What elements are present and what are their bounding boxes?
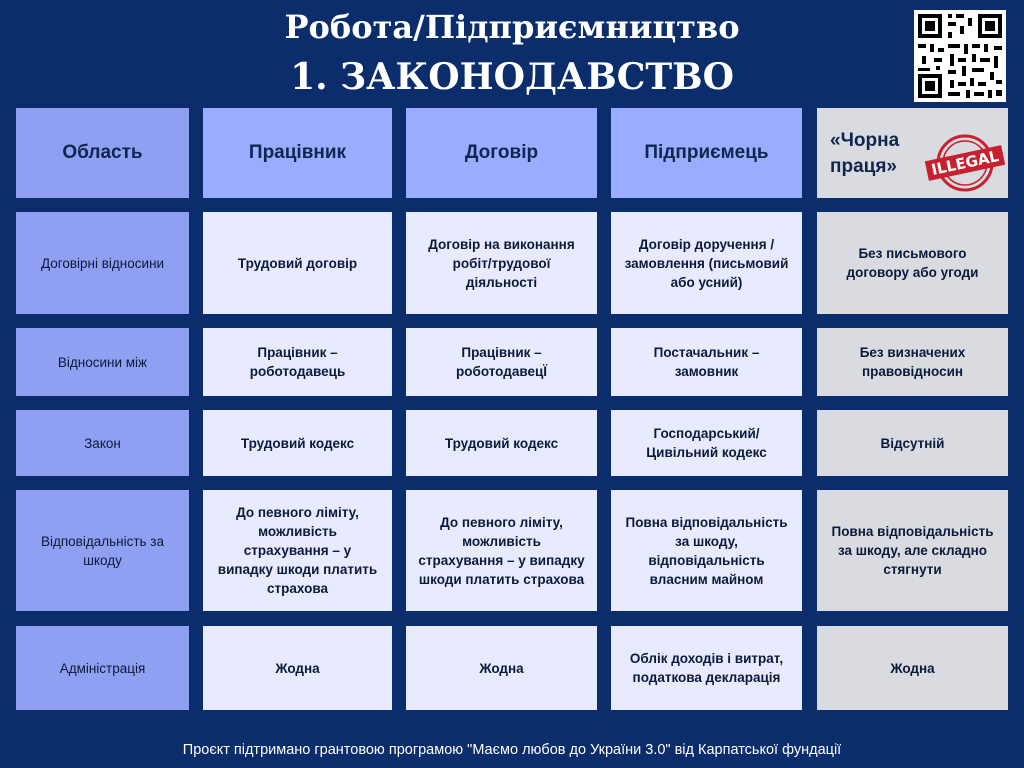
row-label-relations: Відносини між: [16, 328, 189, 396]
stamp-text: ILLEGAL: [929, 147, 1001, 179]
cell-r3-entrepreneur: Господарський/ Цивільний кодекс: [611, 410, 802, 476]
row-label-contractual: Договірні відносини: [16, 212, 189, 314]
page-subtitle: 1. ЗАКОНОДАВСТВО: [290, 56, 734, 98]
cell-r4-contract: До певного ліміту, можливість страхування – у випадку шкоди платить страхова: [406, 490, 597, 611]
header-entrepreneur: Підприємець: [611, 108, 802, 198]
page-title: Робота/Підприємництво: [284, 8, 740, 46]
cell-r1-entrepreneur: Договір доручення / замовлення (письмовий або усний): [611, 212, 802, 314]
cell-r3-black: Відсутній: [817, 410, 1008, 476]
cell-r5-contract: Жодна: [406, 626, 597, 710]
footer-credit: Проєкт підтримано грантовою програмою "Маємо любов до України 3.0" від Карпатської фундації: [182, 742, 842, 758]
header-black-labor: «Чорна праця»: [830, 130, 900, 177]
cell-r4-worker: До певного ліміту, можливість страхування – у випадку шкоди платить страхова: [203, 490, 392, 611]
cell-r5-black: Жодна: [817, 626, 1008, 710]
cell-r5-worker: Жодна: [203, 626, 392, 710]
illegal-stamp-icon: [924, 132, 1006, 194]
cell-r2-worker: Працівник – роботодавець: [203, 328, 392, 396]
cell-r5-entrepreneur: Облік доходів і витрат, податкова декларація: [611, 626, 802, 710]
row-label-law: Закон: [16, 410, 189, 476]
row-label-liability: Відповідальність за шкоду: [16, 490, 189, 611]
header-worker: Працівник: [203, 108, 392, 198]
cell-r2-entrepreneur: Постачальник – замовник: [611, 328, 802, 396]
row-label-administration: Адміністрація: [16, 626, 189, 710]
cell-r4-black: Повна відповідальність за шкоду, але складно стягнути: [817, 490, 1008, 611]
qr-code-icon: [914, 10, 1006, 102]
cell-r3-contract: Трудовий кодекс: [406, 410, 597, 476]
cell-r2-contract: Працівник – роботодавецЇ: [406, 328, 597, 396]
header-area: Область: [16, 108, 189, 198]
cell-r2-black: Без визначених правовідносин: [817, 328, 1008, 396]
header-contract: Договір: [406, 108, 597, 198]
cell-r4-entrepreneur: Повна відповідальність за шкоду, відповідальність власним майном: [611, 490, 802, 611]
cell-r1-contract: Договір на виконання робіт/трудової діяльності: [406, 212, 597, 314]
cell-r1-worker: Трудовий договір: [203, 212, 392, 314]
cell-r3-worker: Трудовий кодекс: [203, 410, 392, 476]
cell-r1-black: Без письмового договору або угоди: [817, 212, 1008, 314]
